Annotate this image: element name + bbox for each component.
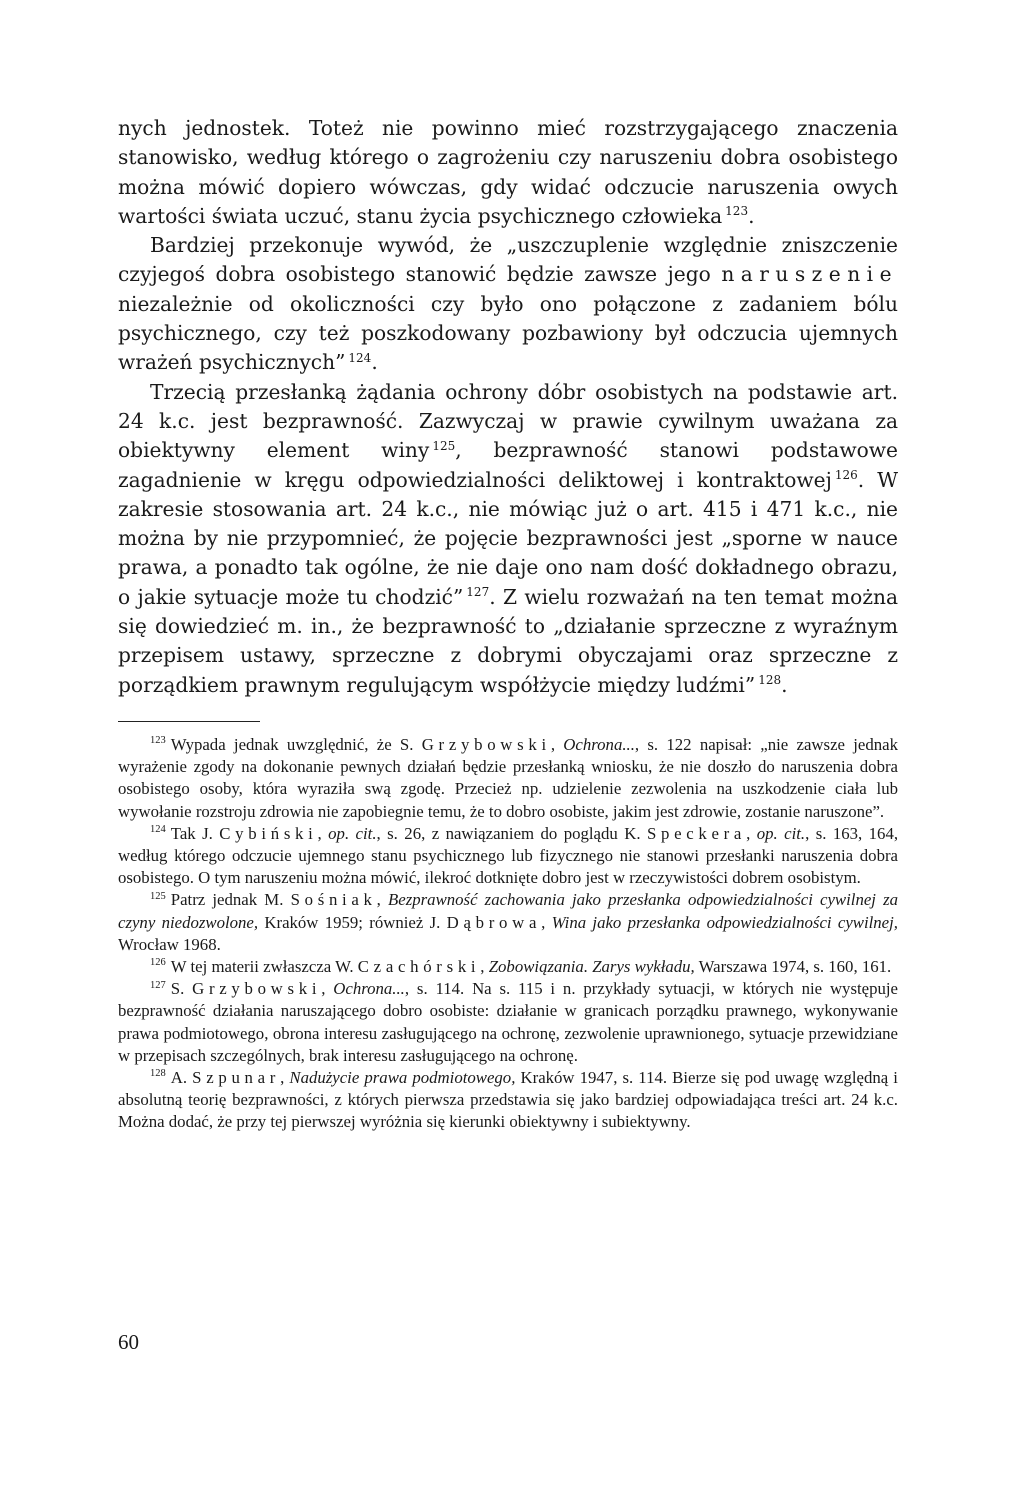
footnote-text: Patrz jednak M. xyxy=(170,890,284,910)
footnote-ref-123: 123 xyxy=(725,204,749,219)
footnote-text: Wypada jednak uwzględnić, że S. xyxy=(170,734,414,754)
paragraph-3 xyxy=(118,378,898,700)
footnote-ref-126: 126 xyxy=(834,467,858,482)
footnote-text: , xyxy=(746,823,751,843)
work-title: Ochrona... xyxy=(333,979,405,999)
footnote-text: , xyxy=(317,823,322,843)
paragraph-2 xyxy=(118,231,898,377)
footnotes xyxy=(118,734,898,1134)
footnote-125 xyxy=(118,889,898,956)
footnote-127 xyxy=(118,978,898,1067)
footnote-text: , s. 114. Na s. 115 i n. przykłady sytuacji, w których nie występuje bezprawność działania naruszającego dobro osobiste: działanie w granicach porządku prawnego, wykonywanie prawa podmiotowego, obrona interesu zasługującego na ochronę, zezwolenie uprawnionego, sytuacje przewidziane w przepisach szczególnych, brak interesu zasługującego na ochronę. xyxy=(118,979,898,1065)
work-title: op. cit. xyxy=(328,823,377,843)
paragraph-1 xyxy=(118,114,898,231)
author-name: Czachórski xyxy=(357,956,481,976)
work-title: Zobowiązania. Zarys wykładu, xyxy=(488,956,695,976)
main-text xyxy=(118,114,898,700)
footnote-ref-124: 124 xyxy=(348,350,372,365)
footnote-number: 123 xyxy=(150,735,166,747)
footnote-text: A. xyxy=(170,1067,188,1087)
footnote-text: S. xyxy=(170,979,185,999)
author-name: Grzybowski xyxy=(421,734,551,754)
work-title: op. cit. xyxy=(756,823,806,843)
author-name: Dąbrowa xyxy=(446,912,542,932)
footnote-separator xyxy=(118,721,260,722)
work-title: Ochrona... xyxy=(563,734,635,754)
work-title: Bezprawność zachowania jako przesłanka odpowiedzialności cywilnej za czyny niedozwolone, xyxy=(118,890,899,932)
footnote-text: W tej materii zwłaszcza W. xyxy=(170,956,354,976)
footnote-text: Kraków 1947, s. 114. Bierze się pod uwagę względną i absolutną teorię bezprawności, z których pierwsza przedstawia się jako bardziej odpowiadająca treści art. 24 k.c. Można dodać, że przy tej pierwszej wyróżnia się kierunki obiektywny i subiektywny. xyxy=(118,1067,898,1132)
author-name: Cybiński xyxy=(219,823,318,843)
footnote-text: , s. 122 napisał: „nie zawsze jednak wyrażenie zgody na dokonanie pewnych działań będzie przesłanką wniosku, że nie doszło do naruszenia dobra osobistego osoby, która wyraziła swą zgodę. Przecież np. udzielenie zezwolenia na uszkodzenie ciała lub wywołanie rozstroju zdrowia nie zapobiegnie temu, że to dobro osobiste, jakim jest zdrowie, zostanie naruszone”. xyxy=(118,734,898,821)
paragraph-3-text-e: . xyxy=(781,672,788,697)
paragraph-2-text-b: niezależnie od okoliczności czy było ono połączone z zadaniem bólu psychicznego, czy też poszkodowany pozbawiony był odczucia ujemnych wrażeń psychicznych” xyxy=(118,291,898,375)
footnote-text: , xyxy=(376,890,381,910)
footnote-number: 125 xyxy=(150,890,166,902)
footnote-text: , xyxy=(550,734,556,754)
footnote-number: 127 xyxy=(150,979,166,991)
footnote-number: 128 xyxy=(150,1068,166,1080)
footnote-text: , s. 26, z nawiązaniem do poglądu K. xyxy=(376,823,641,843)
paragraph-1-text-b: . xyxy=(748,203,755,228)
footnote-number: 126 xyxy=(150,957,166,969)
footnote-number: 124 xyxy=(150,824,166,836)
author-name: Grzybowski xyxy=(192,979,322,999)
author-name: Sośniak xyxy=(290,890,377,910)
footnote-123 xyxy=(118,734,898,823)
paragraph-3-text-d: . Z wielu rozważań na ten temat można się dowiedzieć m. in., że bezprawność to „działanie sprzeczne z wyraźnym przepisem ustawy, sprzeczne z dobrymi obyczajami oraz sprzeczne z porządkiem prawnym regulującym współżycie między ludźmi” xyxy=(118,584,898,697)
footnote-ref-128: 128 xyxy=(758,672,782,687)
work-title: Nadużycie prawa podmiotowego, xyxy=(289,1067,516,1087)
footnote-ref-127: 127 xyxy=(466,585,490,600)
spaced-emphasis: naruszenie xyxy=(721,262,898,287)
footnote-text: Kraków 1959; również J. xyxy=(264,912,441,932)
author-name: Szpunar xyxy=(192,1067,281,1087)
page-number: 60 xyxy=(118,1330,139,1354)
footnote-text: Wrocław 1968. xyxy=(118,934,221,954)
paragraph-2-text-c: . xyxy=(371,350,378,375)
paragraph-1-text-a: nych jednostek. Toteż nie powinno mieć rozstrzygającego znaczenia stanowisko, według którego o zagrożeniu czy naruszeniu dobra osobistego można mówić dopiero wówczas, gdy widać odczucie naruszenia owych wartości świata uczuć, stanu życia psychicznego człowieka xyxy=(118,116,898,228)
footnote-126 xyxy=(118,956,898,978)
footnote-text: , xyxy=(280,1067,285,1087)
footnote-text: , s. 163, 164, według którego odczucie ujemnego stanu psychicznego lub fizycznego nie stanowi przesłanki naruszenia dobra osobistego. O tym naruszeniu można mówić, ilekroć dotknięte dobro jest w rzeczywistości dobrem osobistym. xyxy=(118,823,899,888)
footnote-128 xyxy=(118,1067,898,1134)
paragraph-3-text-a: Trzecią przesłanką żądania ochrony dóbr osobistych na podstawie art. 24 k.c. jest bezprawność. Zazwyczaj w prawie cywilnym uważana za obiektywny element winy xyxy=(118,379,898,463)
paragraph-2-text-a: Bardziej przekonuje wywód, że „uszczuplenie względnie zniszczenie czyjegoś dobra osobistego stanowić będzie zawsze jego xyxy=(118,233,898,287)
work-title: Wina jako przesłanka odpowiedzialności cywilnej, xyxy=(551,912,898,932)
footnote-text: , xyxy=(321,979,326,999)
footnote-text: , xyxy=(480,956,485,976)
author-name: Speckera xyxy=(646,823,747,843)
footnote-text: , xyxy=(541,912,546,932)
paragraph-3-text-b: , bezprawność stanowi podstawowe zagadnienie w kręgu odpowiedzialności deliktowej i kontraktowej xyxy=(118,438,898,492)
footnote-text: Warszawa 1974, s. 160, 161. xyxy=(698,956,892,976)
footnote-ref-125: 125 xyxy=(432,438,456,453)
book-page xyxy=(118,114,898,1134)
paragraph-3-text-c: . W zakresie stosowania art. 24 k.c., nie mówiąc już o art. 415 i 471 k.c., nie można by nie przypomnieć, że pojęcie bezprawności jest „sporne w nauce prawa, a ponadto tak ogólne, że nie daje ono nam dość dokładnego obrazu, o jakie sytuacje może tu chodzić” xyxy=(118,467,898,609)
footnote-text: Tak J. xyxy=(170,823,213,843)
footnote-124 xyxy=(118,823,898,890)
